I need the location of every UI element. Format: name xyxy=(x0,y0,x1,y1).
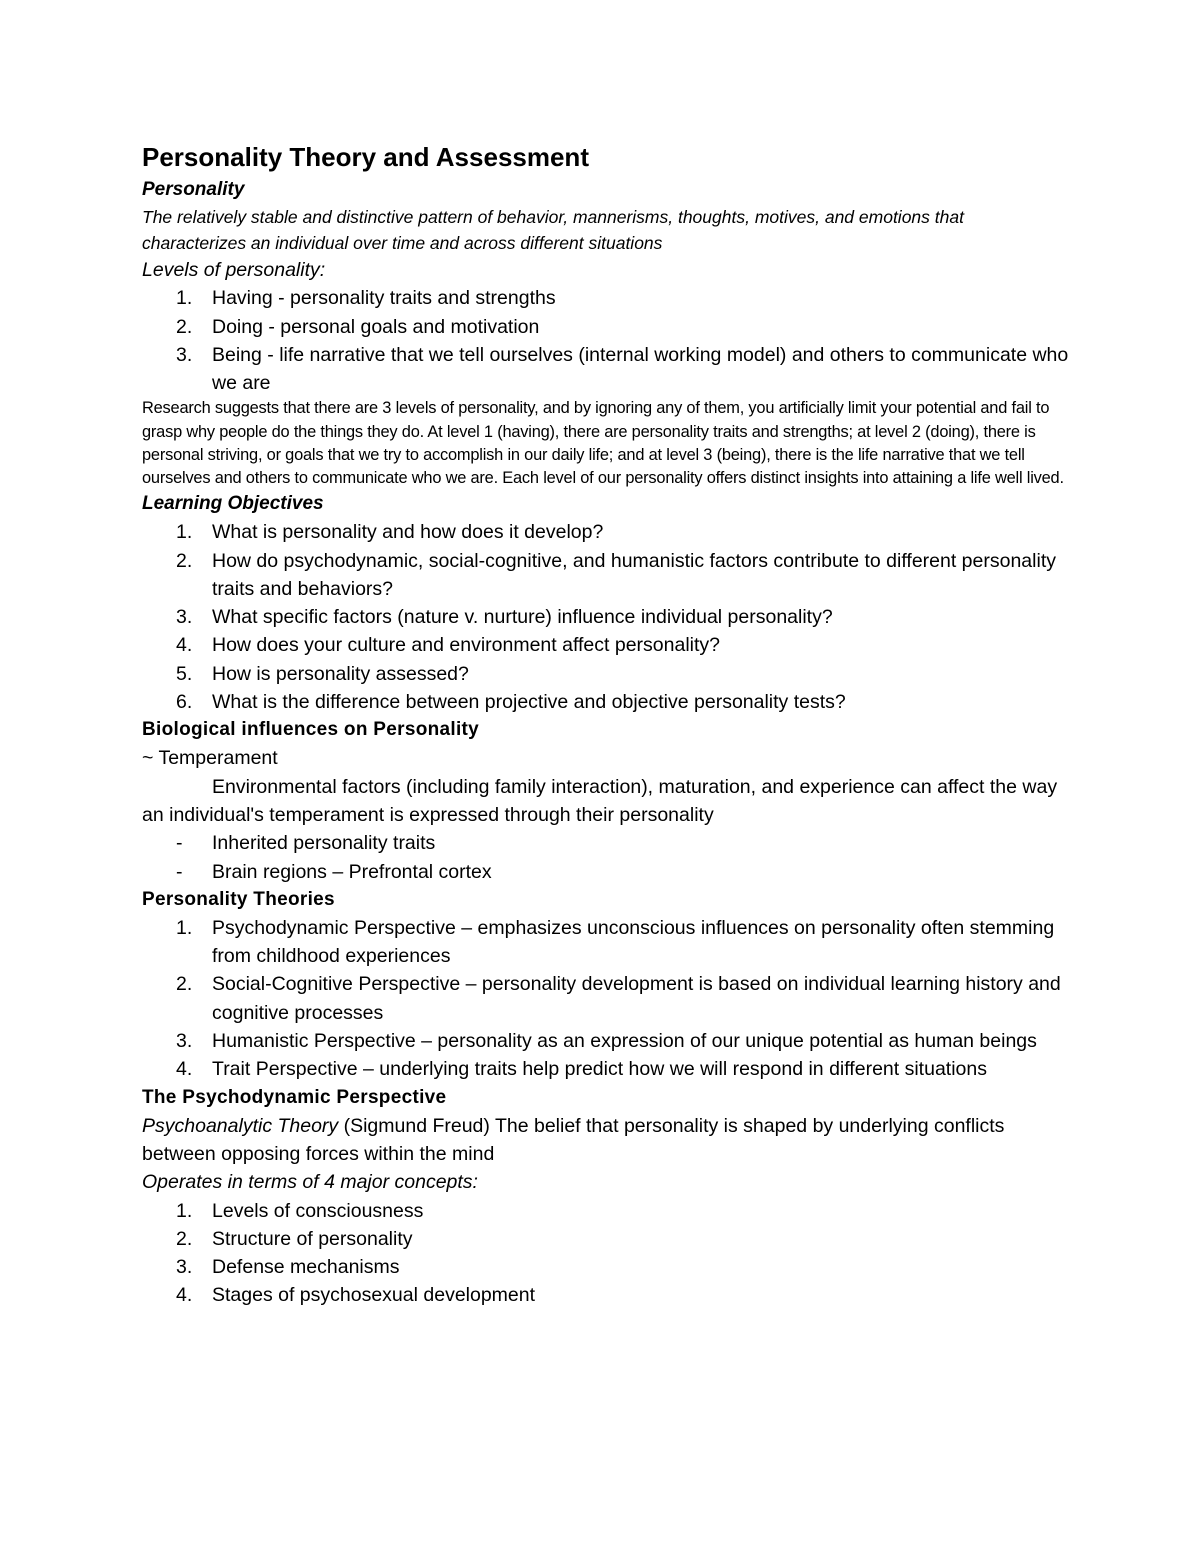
list-number: 4. xyxy=(176,1284,193,1307)
list-item xyxy=(142,688,1072,716)
list-number: 2. xyxy=(176,1227,193,1250)
list-item-text: Being - life narrative that we tell ourselves (internal working model) and others to communicate who we are xyxy=(212,343,1069,395)
theory-name: Psychoanalytic Theory xyxy=(142,1114,339,1137)
list-item-text: Doing - personal goals and motivation xyxy=(212,315,540,338)
list-item-text: Trait Perspective – underlying traits help predict how we will respond in different situations xyxy=(212,1058,987,1081)
environment-text xyxy=(142,773,1072,830)
list-item-text: Brain regions – Prefrontal cortex xyxy=(212,860,492,883)
list-number: 1. xyxy=(176,287,193,310)
list-item xyxy=(142,518,1072,546)
page-title: Personality Theory and Assessment xyxy=(142,142,589,172)
list-item xyxy=(142,970,1072,1027)
list-number: 4. xyxy=(176,634,193,657)
list-item-text: How is personality assessed? xyxy=(212,662,469,685)
personality-definition: The relatively stable and distinctive pattern of behavior, mannerisms, thoughts, motives, and emotions that characterizes an individual over time and across different situations xyxy=(142,207,964,253)
levels-list xyxy=(142,284,1072,397)
theories-heading: Personality Theories xyxy=(142,888,335,910)
list-number: 2. xyxy=(176,549,193,572)
environment-text-content: Environmental factors (including family interaction), maturation, and experience can affect the way an individual's temperament is expressed through their personality xyxy=(142,775,1058,826)
list-item-text: Levels of consciousness xyxy=(212,1199,424,1222)
list-item xyxy=(142,603,1072,631)
list-number: 1. xyxy=(176,1199,193,1222)
list-item xyxy=(142,1253,1072,1281)
list-item-text: Social-Cognitive Perspective – personality development is based on individual learning history and cognitive processes xyxy=(212,973,1061,1024)
list-item-text: Psychodynamic Perspective – emphasizes unconscious influences on personality often stemming from childhood experiences xyxy=(212,916,1055,968)
document-content xyxy=(142,138,1072,1310)
list-number: 1. xyxy=(176,916,193,939)
list-item xyxy=(142,829,1072,857)
list-item-text: Having - personality traits and strengths xyxy=(212,287,556,310)
list-item xyxy=(142,547,1072,604)
list-item-text: What is personality and how does it develop? xyxy=(212,521,604,544)
learning-objectives-heading: Learning Objectives xyxy=(142,493,324,515)
list-number: 4. xyxy=(176,1058,193,1081)
bullet-mark: - xyxy=(176,860,183,883)
list-number: 3. xyxy=(176,606,193,629)
levels-label: Levels of personality: xyxy=(142,259,326,281)
psychoanalytic-theory-text xyxy=(142,1112,1072,1169)
list-item xyxy=(142,914,1072,971)
list-item xyxy=(142,1027,1072,1055)
list-item-text: What is the difference between projective and objective personality tests? xyxy=(212,691,846,714)
list-number: 3. xyxy=(176,1256,193,1279)
list-item xyxy=(142,313,1072,341)
list-item-text: Structure of personality xyxy=(212,1227,413,1250)
psychodynamic-heading: The Psychodynamic Perspective xyxy=(142,1086,447,1108)
list-number: 2. xyxy=(176,315,193,338)
list-number: 6. xyxy=(176,691,193,714)
list-number: 1. xyxy=(176,521,193,544)
list-item xyxy=(142,1225,1072,1253)
list-item xyxy=(142,1055,1072,1083)
list-item xyxy=(142,660,1072,688)
list-item xyxy=(142,284,1072,312)
list-number: 5. xyxy=(176,662,193,685)
list-item-text: Stages of psychosexual development xyxy=(212,1284,536,1307)
list-item xyxy=(142,1281,1072,1309)
list-item xyxy=(142,341,1072,398)
list-number: 3. xyxy=(176,343,193,366)
list-item-text: Defense mechanisms xyxy=(212,1256,400,1279)
list-item xyxy=(142,1197,1072,1225)
theory-description: (Sigmund Freud) The belief that personality is shaped by underlying conflicts between opposing forces within the mind xyxy=(142,1114,1005,1165)
list-item-text: Inherited personality traits xyxy=(212,832,436,855)
list-item-text: How does your culture and environment affect personality? xyxy=(212,634,721,657)
concepts-list xyxy=(142,1197,1072,1310)
concepts-label: Operates in terms of 4 major concepts: xyxy=(142,1171,478,1194)
biological-heading: Biological influences on Personality xyxy=(142,719,480,741)
theories-list xyxy=(142,914,1072,1084)
personality-heading: Personality xyxy=(142,179,245,200)
list-item-text: Humanistic Perspective – personality as an expression of our unique potential as human beings xyxy=(212,1030,1037,1053)
list-number: 3. xyxy=(176,1030,193,1053)
list-item-text: What specific factors (nature v. nurture) influence individual personality? xyxy=(212,606,833,629)
learning-objectives-list xyxy=(142,518,1072,716)
list-item xyxy=(142,858,1072,886)
list-number: 2. xyxy=(176,973,193,996)
research-paragraph: Research suggests that there are 3 levels of personality, and by ignoring any of them, you artificially limit your potential and fail to grasp why people do the things they do. At level 1 (having), there are personality traits and strengths; at level 2 (doing), there is personal striving, or goals that we try to accomplish in our daily life; and at level 3 (being), there is the life narrative that we tell ourselves and others to communicate who we are. Each level of our personality offers distinct insights into attaining a life well lived. xyxy=(142,399,1064,488)
bullet-mark: - xyxy=(176,832,183,855)
biological-bullets xyxy=(142,829,1072,886)
temperament-label: ~ Temperament xyxy=(142,747,278,770)
list-item-text: How do psychodynamic, social-cognitive, and humanistic factors contribute to different personality traits and behaviors? xyxy=(212,549,1056,600)
list-item xyxy=(142,631,1072,659)
